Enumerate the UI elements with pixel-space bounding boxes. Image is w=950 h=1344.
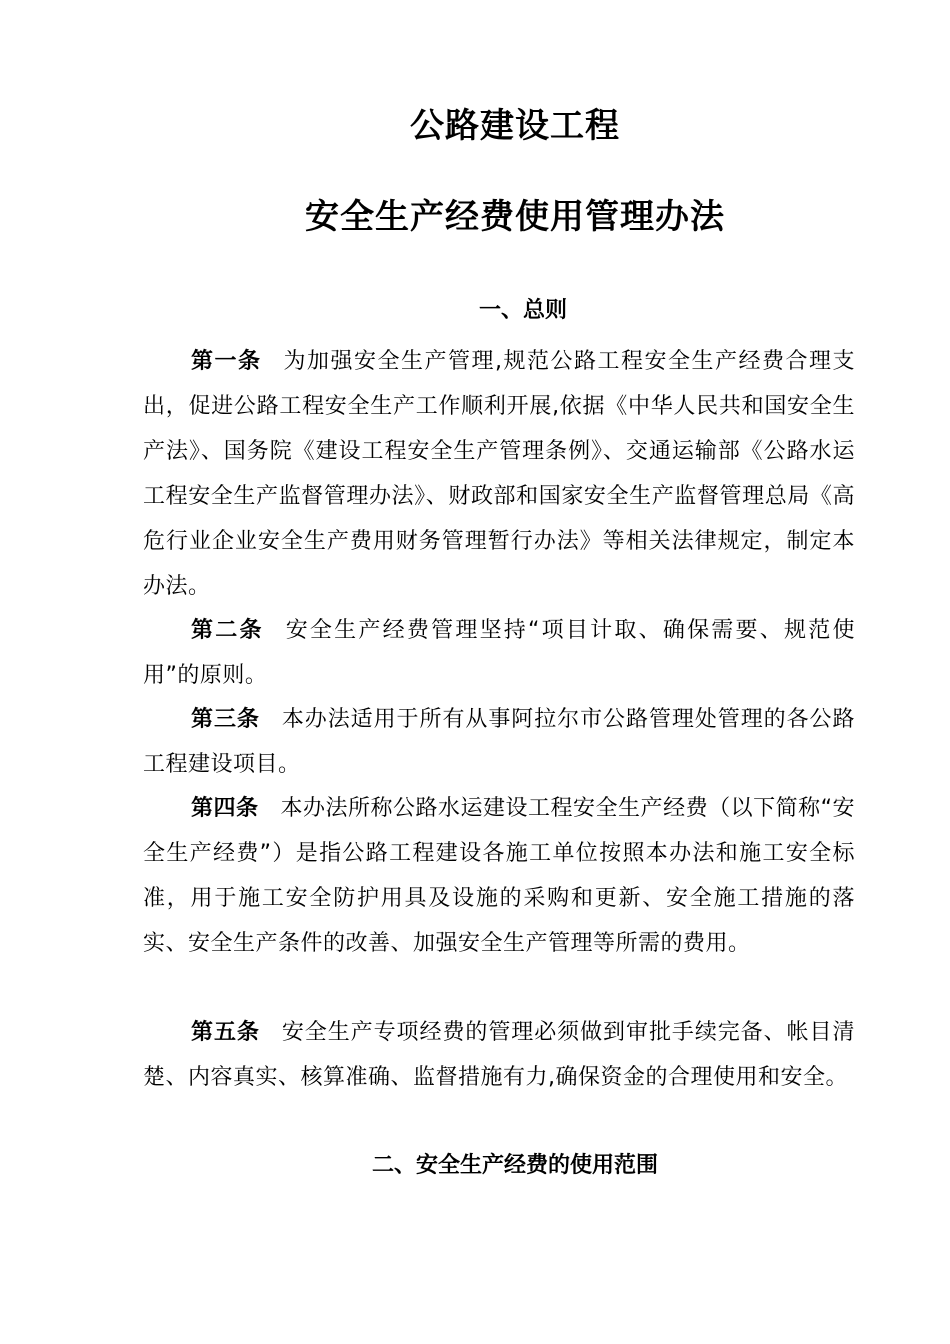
article-label: 第二条 — [191, 618, 264, 643]
section-heading-usage-scope: 二、安全生产经费的使用范围 — [371, 1153, 658, 1178]
article-4 — [143, 786, 855, 966]
article-3 — [143, 697, 855, 787]
section-heading-general: 一、总则 — [478, 298, 567, 323]
article-label: 第一条 — [191, 349, 262, 374]
article-2 — [143, 608, 855, 698]
document-title-line1: 公路建设工程 — [410, 106, 620, 146]
article-text: 本办法所称公路水运建设工程安全生产经费（以下简称“安全生产经费”）是指公路工程建设各施工单位按照本办法和施工安全标准，用于施工安全防护用具及设施的采购和更新、安全施工措施的落实、安全生产条件的改善、加强安全生产管理等所需的费用。 — [143, 796, 855, 956]
article-label: 第四条 — [191, 796, 259, 821]
article-1 — [143, 339, 855, 609]
article-label: 第五条 — [191, 1020, 260, 1045]
article-text: 为加强安全生产管理,规范公路工程安全生产经费合理支出，促进公路工程安全生产工作顺利开展,依据《中华人民共和国安全生产法》、国务院《建设工程安全生产管理条例》、交通运输部《公路水运工程安全生产监督管理办法》、财政部和国家安全生产监督管理总局《高危行业企业安全生产费用财务管理暂行办法》等相关法律规定，制定本办法。 — [143, 349, 855, 599]
article-text: 安全生产专项经费的管理必须做到审批手续完备、帐目清楚、内容真实、核算准确、监督措施有力,确保资金的合理使用和安全。 — [143, 1020, 855, 1090]
article-text: 安全生产经费管理坚持“项目计取、确保需要、规范使用”的原则。 — [143, 618, 855, 688]
document-title-line2: 安全生产经费使用管理办法 — [305, 197, 725, 237]
article-text: 本办法适用于所有从事阿拉尔市公路管理处管理的各公路工程建设项目。 — [143, 707, 855, 777]
article-5 — [143, 1010, 855, 1100]
article-label: 第三条 — [191, 707, 260, 732]
